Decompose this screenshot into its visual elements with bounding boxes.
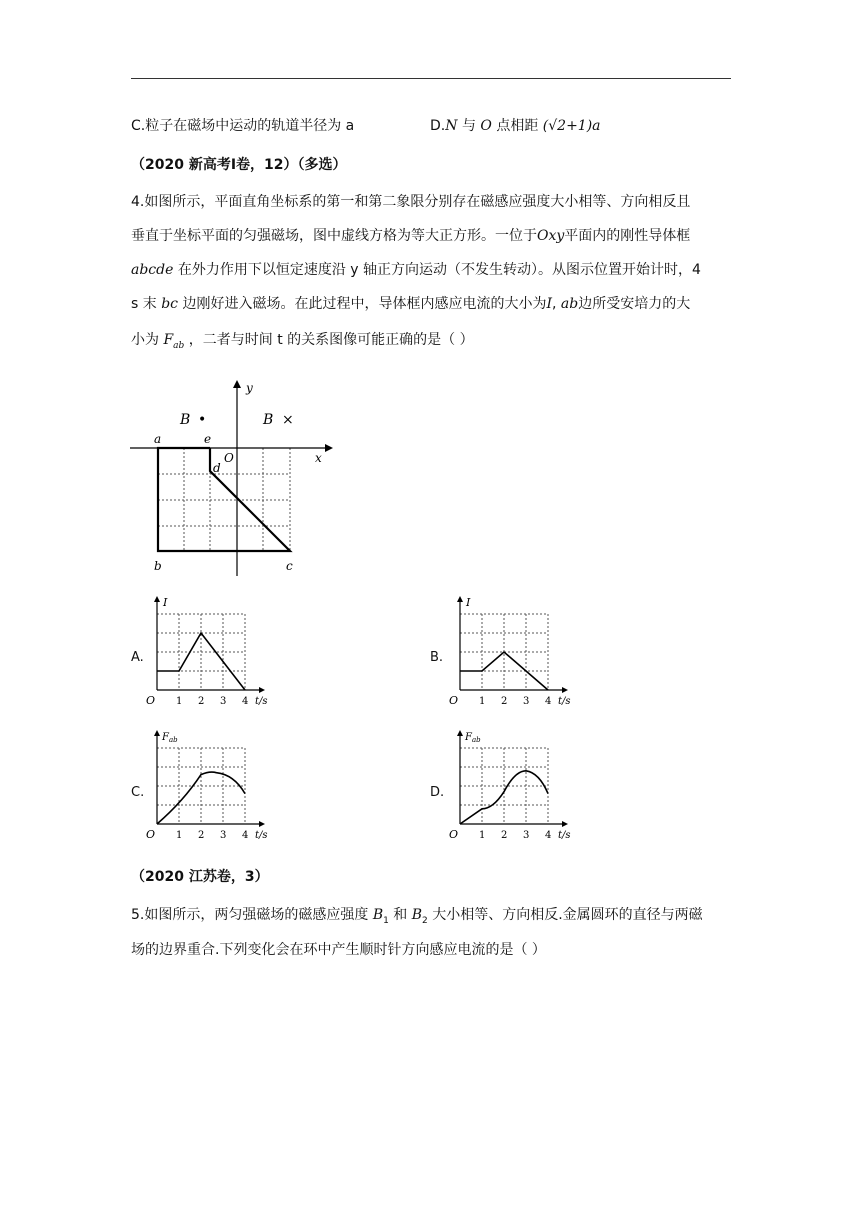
y-axis-arrow — [233, 380, 241, 388]
q5-line-1-b: 和 — [393, 907, 408, 923]
x-axis-label: x — [315, 451, 322, 465]
tick-label: 4 — [242, 830, 249, 841]
q4-line-5 — [131, 330, 474, 356]
origin-label: O — [146, 694, 156, 707]
q4-var-bc: bc — [161, 296, 179, 312]
tick-label: 2 — [501, 696, 508, 707]
tick-label: 4 — [242, 696, 249, 707]
q4-line-1: 4.如图所示，平面直角坐标系的第一和第二象限分别存在磁感应强度大小相等、方向相反且 — [131, 194, 691, 210]
value-axis-arrow — [154, 596, 160, 602]
origin-label: O — [146, 828, 156, 841]
vertex-b-label: b — [154, 559, 162, 573]
force-axis-label-sub: ab — [472, 736, 481, 744]
field-into-page-cross: × — [282, 412, 294, 428]
value-axis-arrow — [457, 730, 463, 736]
option-c — [131, 116, 354, 136]
t-axis-arrow — [259, 821, 265, 827]
tick-label: 1 — [479, 830, 486, 841]
current-axis-label: I — [163, 596, 168, 609]
data-curve — [157, 633, 245, 690]
header-rule — [131, 78, 731, 79]
y-axis-label: y — [246, 381, 253, 395]
tick-label: 1 — [479, 696, 486, 707]
q4-var-f: F — [163, 332, 174, 348]
tick-label: 2 — [501, 830, 508, 841]
q4-line-2-text: 垂直于坐标平面的匀强磁场，图中虚线方格为等大正方形。一位于 — [131, 228, 537, 244]
tick-label: 2 — [198, 696, 205, 707]
field-label-right: B — [263, 412, 274, 428]
q4-var-i: I — [546, 296, 552, 312]
option-d-prefix: D. — [430, 118, 446, 134]
current-axis-label: I — [466, 596, 471, 609]
graph-b — [448, 594, 588, 722]
option-d-suffix: 点相距 — [496, 118, 539, 134]
field-label-left: B — [180, 412, 191, 428]
tick-label: 3 — [220, 830, 227, 841]
vertex-d-label: d — [213, 461, 221, 475]
tick-label: 4 — [545, 830, 552, 841]
x-axis-arrow — [325, 444, 333, 452]
q4-line-2 — [131, 226, 690, 246]
q5-line-1-c: 大小相等、方向相反.金属圆环的直径与两磁 — [432, 907, 703, 923]
q5-var-b2: B — [411, 907, 423, 923]
force-axis-label-sub: ab — [169, 736, 178, 744]
option-d-formula: (√2+1)a — [542, 118, 601, 134]
q4-line-3 — [131, 260, 701, 280]
choice-c-label[interactable]: C. — [131, 785, 145, 800]
choice-a-label[interactable]: A. — [131, 650, 144, 665]
choice-d-label[interactable]: D. — [430, 785, 445, 800]
q4-line-3-text: 在外力作用下以恒定速度沿 y 轴正方向运动（不发生转动）。从图示位置开始计时，4 — [177, 262, 701, 278]
q5-line-2: 场的边界重合.下列变化会在环中产生顺时针方向感应电流的是（ ） — [131, 942, 546, 958]
origin-label: O — [449, 694, 459, 707]
graph-grid — [460, 748, 548, 824]
choice-b-label[interactable]: B. — [430, 650, 444, 665]
q4-var-ab: ab — [560, 296, 579, 312]
origin-label: O — [449, 828, 459, 841]
graph-c — [145, 728, 285, 856]
q4-line-4-c: , — [552, 296, 561, 312]
q4-var-f-sub: ab — [173, 340, 185, 351]
option-d-o: O — [480, 118, 492, 134]
t-axis-arrow — [562, 687, 568, 693]
tick-label: 3 — [523, 830, 530, 841]
graph-d — [448, 728, 588, 856]
force-axis-label: F — [162, 732, 169, 743]
vertex-a-label: a — [154, 432, 162, 446]
q5-var-b2-sub: 2 — [422, 915, 428, 926]
q4-line-4-a: s 末 — [131, 296, 157, 312]
tick-label: 3 — [220, 696, 227, 707]
time-axis-label: t/s — [255, 696, 268, 707]
q4-line-2-end: 平面内的刚性导体框 — [564, 228, 691, 244]
vertex-c-label: c — [286, 559, 293, 573]
option-d — [430, 116, 601, 136]
q4-line-4 — [131, 294, 690, 314]
graph-a — [145, 594, 285, 722]
origin-label: O — [224, 451, 234, 465]
time-axis-label: t/s — [255, 830, 268, 841]
tick-label: 3 — [523, 696, 530, 707]
q4-line-5-b: ，二者与时间 t 的关系图像可能正确的是（ ） — [188, 332, 474, 348]
vertex-e-label: e — [204, 432, 212, 446]
q4-line-4-d: 边所受安培力的大 — [578, 296, 691, 312]
tick-label: 4 — [545, 696, 552, 707]
t-axis-arrow — [562, 821, 568, 827]
value-axis-arrow — [457, 596, 463, 602]
tick-label: 1 — [176, 830, 183, 841]
option-d-n: N — [445, 118, 458, 134]
q4-var-oxy: Oxy — [537, 228, 565, 244]
value-axis-arrow — [154, 730, 160, 736]
field-out-of-page-dot: • — [198, 412, 207, 428]
option-c-text: C.粒子在磁场中运动的轨道半径为 a — [131, 118, 355, 134]
q4-line-5-a: 小为 — [131, 332, 159, 348]
tick-label: 2 — [198, 830, 205, 841]
option-d-mid: 与 — [461, 118, 476, 134]
conductor-frame-figure — [125, 378, 340, 578]
q5-line-1 — [131, 905, 703, 931]
tick-label: 1 — [176, 696, 183, 707]
time-axis-label: t/s — [558, 696, 571, 707]
time-axis-label: t/s — [558, 830, 571, 841]
q5-line-1-a: 5.如图所示，两匀强磁场的磁感应强度 — [131, 907, 369, 923]
q5-var-b1-sub: 1 — [383, 915, 389, 926]
force-axis-label: F — [465, 732, 472, 743]
t-axis-arrow — [259, 687, 265, 693]
source-label-1: （2020 新高考Ⅰ卷，12）（多选） — [131, 157, 347, 173]
q5-var-b1: B — [372, 907, 384, 923]
source-label-2: （2020 江苏卷，3） — [131, 869, 269, 885]
graph-grid — [157, 614, 245, 690]
q4-line-4-b: 边刚好进入磁场。在此过程中，导体框内感应电流的大小为 — [182, 296, 547, 312]
q4-var-abcde: abcde — [131, 262, 174, 278]
